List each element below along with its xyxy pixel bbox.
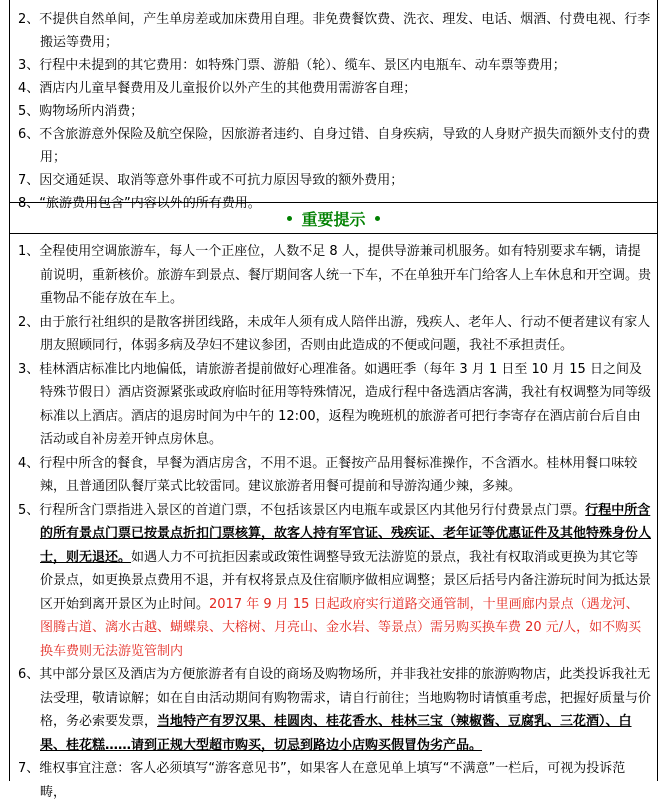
exclusion-item-2: 2、不提供自然单间，产生单房差或加床费用自理。非免费餐饮费、洗衣、理发、电话、烟酒、付费电视、行李搬运等费用； [18,12,651,50]
notice-item-3: 3、桂林酒店标准比内地偏低，请旅游者提前做好心理准备。如遇旺季（每年 3 月 1 日至 10 月 15 日之间及特殊节假日）酒店资源紧张或政府临时征用等特殊情况，造成行程中备选酒店客满，我社有权调整为同等级标准以上酒店。酒店的退房时间为中午的 12:00，返程为晚班机的旅游者可把行李寄存在酒店前台后自由活动或自补房差开钟点房休息。 [18,361,652,447]
document-page [9,0,658,800]
notice-item-6-intro: 6、其中部分景区及酒店为方便旅游者有自设的商场及购物场所，并非我社安排的旅游购物店，此类投诉我社无法受理，敬请谅解；如在自由活动期间有购物需求，请自行前往；当地购物时请慎重考虑，把握好质量与价格，务必索要发票， [18,667,652,729]
notice-item-5-intro: 5、行程所含门票指进入景区的首道门票，不包括该景区内电瓶车或景区内其他另行付费景点门票。 [18,502,586,518]
bullet-dot-icon [287,216,292,221]
notice-section [10,234,657,804]
notice-item-4: 4、行程中所含的餐食，早餐为酒店房含，不用不退。正餐按产品用餐标准操作，不含酒水。桂林用餐口味较辣，且普通团队餐厅菜式比较雷同。建议旅游者用餐可提前和导游沟通少辣，多辣。 [18,455,638,494]
notice-item-7: 7、维权事宜注意：客人必须填写“游客意见书”，如果客人在意见单上填写“不满意”一栏后，可视为投诉范畴， [18,761,626,800]
bullet-dot-icon [375,216,380,221]
notice-item-5-adjustment: 如遇人力不可抗拒因素或政策性调整导致无法游览的景点，我社有权取消或更换为其它等价景点，如更换景点费用不退，并有权将景点及住宿顺序做相应调整；景区后括号内备注游玩时间为抵达景区开始到离开景区为止时间。 [40,549,652,612]
exclusion-item-8: 8、“旅游费用包含”内容以外的所有费用。 [18,196,261,211]
exclusion-item-5: 5、购物场所内消费； [18,104,144,119]
notice-item-5 [18,499,651,664]
notice-item-5-ticket-policy: 行程中所含的所有景点门票已按景点折扣门票核算，故客人持有军官证、残疾证、老年证等优惠证件及其他特殊身份人士，则无退还。 [40,502,652,565]
notice-item-6-specialty-advice: 当地特产有罗汉果、桂圆肉、桂花香水、桂林三宝（辣椒酱、豆腐乳、三花酒）、白果、桂花糕……请到正规大型超市购买，切忌到路边小店购买假冒伪劣产品。 [40,714,632,753]
notice-title: 重要提示 [301,209,366,229]
notice-item-5-traffic-control: 2017 年 9 月 15 日起政府实行道路交通管制，十里画廊内景点（遇龙河、图腾古道、漓水古越、蝴蝶泉、大榕树、月亮山、金水岩、等景点）需另购买换车费 20 元/人，如不购买换车费则无法游览管制内 [40,596,642,659]
notice-item-2: 2、由于旅行社组织的是散客拼团线路，未成年人须有成人陪伴出游，残疾人、老年人、行动不便者建议有家人朋友照顾同行，体弱多病及孕妇不建议参团，否则由此造成的不便或问题，我社不承担责任。 [18,314,651,353]
exclusions-section [10,0,657,211]
notice-item-1: 1、全程使用空调旅游车，每人一个正座位，人数不足 8 人，提供导游兼司机服务。如有特别要求车辆，请提前说明，重新核价。旅游车到景点、餐厅期间客人统一下车，不在单独开车门给客人上车休息和开空调。贵重物品不能存放在车上。 [18,244,652,306]
notice-item-6 [18,663,651,757]
exclusion-item-7: 7、因交通延误、取消等意外事件或不可抗力原因导致的额外费用； [18,173,404,188]
exclusion-item-4: 4、酒店内儿童早餐费用及儿童报价以外产生的其他费用需游客自理； [18,81,417,96]
exclusion-item-6: 6、不含旅游意外保险及航空保险，因旅游者违约、自身过错、自身疾病，导致的人身财产损失而额外支付的费用； [18,127,651,165]
exclusion-item-3: 3、行程中未提到的其它费用：如特殊门票、游船（轮）、缆车、景区内电瓶车、动车票等费用； [18,58,566,73]
